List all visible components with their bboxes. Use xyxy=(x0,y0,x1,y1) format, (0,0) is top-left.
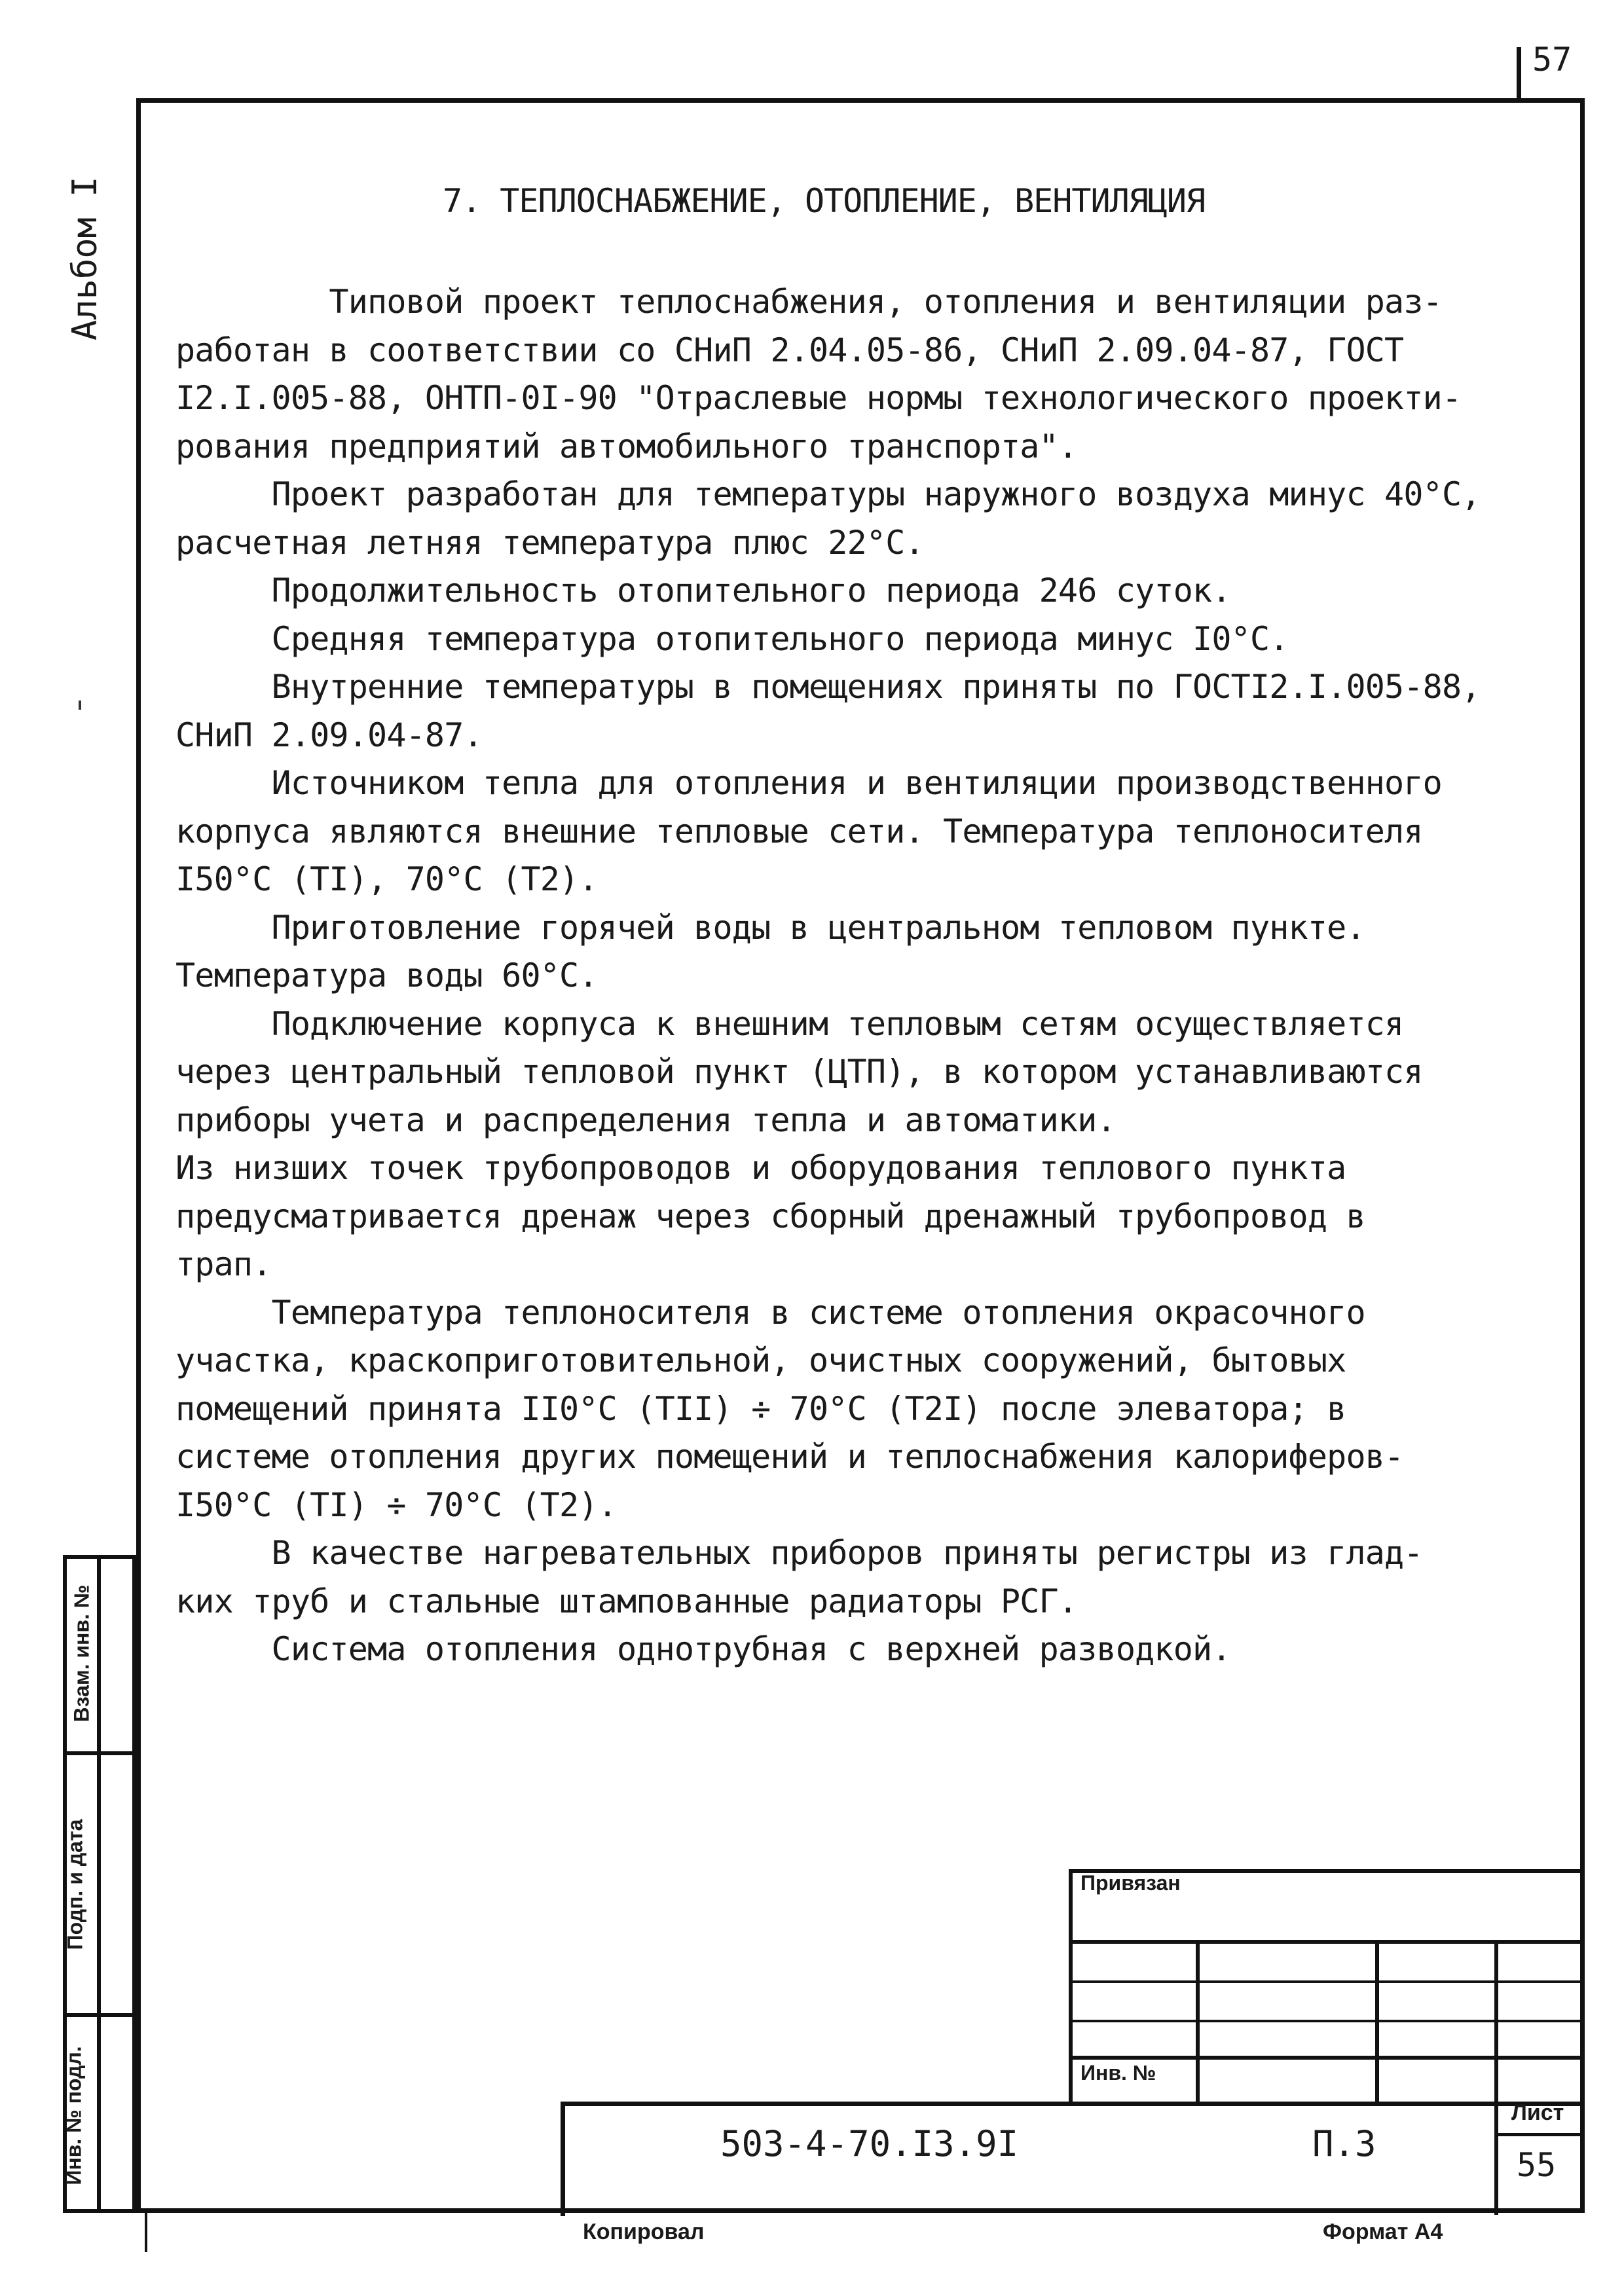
text-line: Система отопления однотрубная с верхней разводкой. xyxy=(175,1630,1231,1668)
album-text: Альбом I xyxy=(65,176,105,340)
stamp-cell-vzam xyxy=(67,1555,132,1751)
text-line: приборы учета и распределения тепла и автоматики. xyxy=(175,1101,1116,1139)
text-line: I50°C (TI), 70°C (T2). xyxy=(175,860,598,898)
stamp-podp-data: Подп. и дата xyxy=(63,1819,87,1950)
text-line: Типовой проект теплоснабжения, отопления и вентиляции раз- xyxy=(175,283,1442,321)
text-line: Температура теплоносителя в системе отопления окрасочного xyxy=(175,1293,1365,1332)
stamp-inv-podl: Инв. № подл. xyxy=(62,2045,86,2185)
section-reference: П.3 xyxy=(1312,2123,1376,2164)
text-line: Из низших точек трубопроводов и оборудования теплового пункта xyxy=(175,1149,1346,1187)
tb-line xyxy=(1494,2133,1585,2136)
privyazan-label: Привязан xyxy=(1080,1871,1181,1895)
tb-line xyxy=(1375,1940,1379,2104)
copied-by-label: Копировал xyxy=(583,2219,705,2244)
text-line: системе отопления других помещений и теплоснабжения калориферов- xyxy=(175,1438,1404,1476)
text-line: Внутренние температуры в помещениях приняты по ГОСТI2.I.005-88, xyxy=(175,668,1481,706)
text-line: рования предприятий автомобильного транспорта". xyxy=(175,427,1078,465)
stamp-cell-podp xyxy=(63,1751,132,2013)
tb-line xyxy=(561,2102,565,2216)
tb-line xyxy=(1069,2056,1585,2060)
text-line: работан в соответствии со СНиП 2.04.05-86, СНиП 2.09.04-87, ГОСТ xyxy=(175,331,1404,369)
sheet-number: 55 xyxy=(1517,2146,1557,2184)
text-line: I50°C (TI) ÷ 70°C (T2). xyxy=(175,1485,617,1524)
text-line: Средняя температура отопительного периода минус I0°C. xyxy=(175,619,1289,658)
sheet-label: Лист xyxy=(1511,2100,1564,2125)
text-line: ких труб и стальные штампованные радиаторы РСГ. xyxy=(175,1582,1078,1620)
text-line: через центральный тепловой пункт (ЦТП), в котором устанавливаются xyxy=(175,1053,1423,1091)
tb-line xyxy=(1069,1940,1585,1944)
section-title: 7. ТЕПЛОСНАБЖЕНИЕ, ОТОПЛЕНИЕ, ВЕНТИЛЯЦИЯ xyxy=(443,182,1206,220)
text-line: В качестве нагревательных приборов приняты регистры из глад- xyxy=(175,1534,1423,1572)
text-line: I2.I.005-88, ОНТП-0I-90 "Отраслевые нормы технологического проекти- xyxy=(175,379,1462,417)
tb-line xyxy=(561,2102,1585,2106)
inv-no-label: Инв. № xyxy=(1080,2061,1156,2085)
text-line: Температура воды 60°C. xyxy=(175,957,598,994)
tb-line xyxy=(1069,1980,1585,1983)
tb-line xyxy=(1069,2020,1585,2022)
text-line: предусматривается дренаж через сборный дренажный трубопровод в xyxy=(175,1197,1365,1235)
stamp-cell-inv-podl xyxy=(62,2013,132,2213)
text-line: корпуса являются внешние тепловые сети. Температура теплоносителя xyxy=(175,812,1423,850)
tb-line xyxy=(1494,1940,1498,2215)
text-line: Источником тепла для отопления и вентиляции производственного xyxy=(175,764,1442,802)
text-line: помещений принята II0°C (TII) ÷ 70°C (T2I) после элеватора; в xyxy=(175,1389,1346,1428)
left-stamp-column xyxy=(63,1555,136,2213)
format-label: Формат А4 xyxy=(1323,2219,1443,2244)
text-line: Подключение корпуса к внешним тепловым сетям осуществляется xyxy=(175,1004,1404,1043)
page-number-bar xyxy=(1517,47,1521,100)
text-line: участка, краскоприготовительной, очистных сооружений, бытовых xyxy=(175,1341,1346,1379)
text-line: Проект разработан для температуры наружного воздуха минус 40°C, xyxy=(175,475,1481,513)
margin-tick xyxy=(79,701,81,710)
document-code: 503-4-70.I3.9I xyxy=(720,2123,1019,2164)
text-line: Продолжительность отопительного периода 246 суток. xyxy=(175,572,1231,610)
stamp-vzam-inv: Взам. инв. № xyxy=(69,1584,94,1722)
frame-tick xyxy=(145,2213,147,2252)
tb-line xyxy=(1196,1940,1200,2104)
page-number: 57 xyxy=(1532,41,1572,79)
body-text xyxy=(175,278,1564,1674)
text-line: СНиП 2.09.04-87. xyxy=(175,716,483,754)
text-line: расчетная летняя температура плюс 22°C. xyxy=(175,523,924,562)
text-line: Приготовление горячей воды в центральном тепловом пункте. xyxy=(175,908,1365,947)
text-line: трап. xyxy=(175,1245,272,1283)
tb-line xyxy=(1069,1869,1073,2105)
